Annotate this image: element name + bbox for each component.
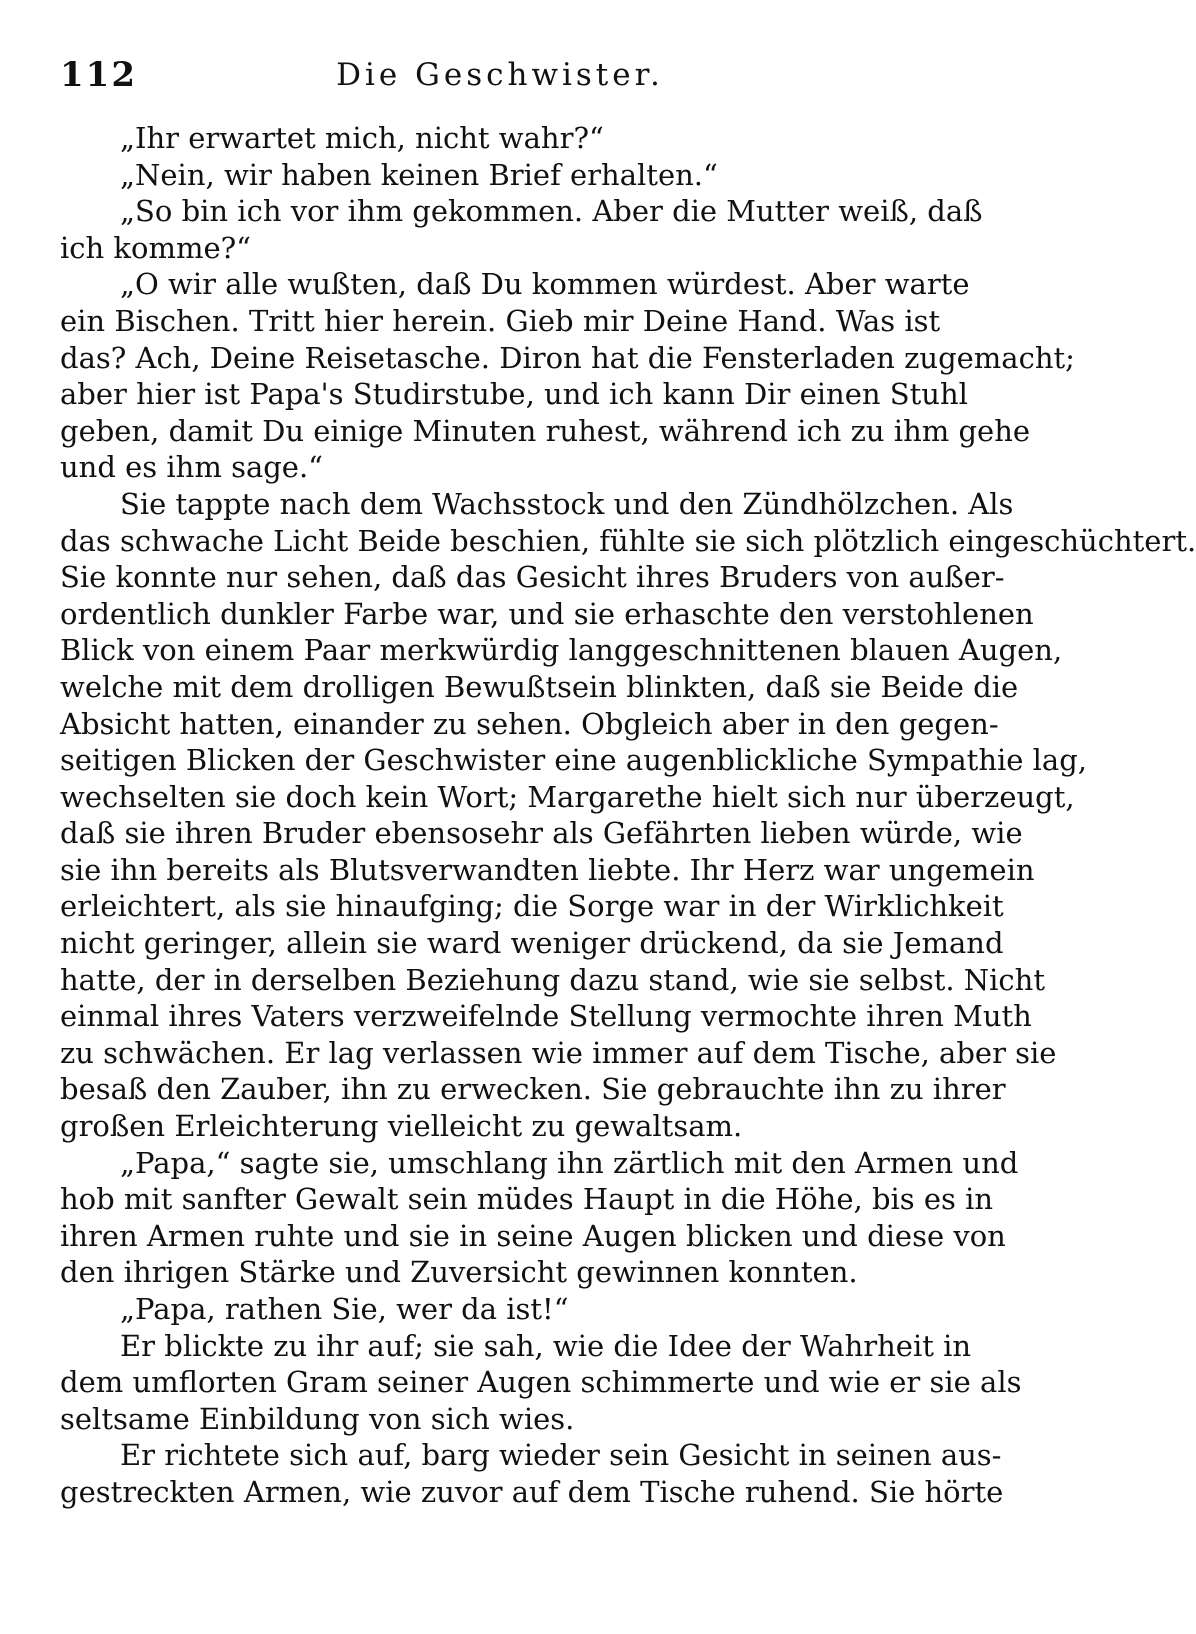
- text-line: ordentlich dunkler Farbe war, und sie erhaschte den verstohlenen: [60, 596, 1034, 631]
- text-line: ein Bischen. Tritt hier herein. Gieb mir Deine Hand. Was ist: [60, 303, 941, 338]
- text-line: Er richtete sich auf, barg wieder sein Gesicht in seinen aus-: [120, 1438, 1002, 1473]
- text-line: großen Erleichterung vielleicht zu gewaltsam.: [60, 1109, 743, 1144]
- text-line: einmal ihres Vaters verzweifelnde Stellung vermochte ihren Muth: [60, 999, 1032, 1034]
- text-line: seltsame Einbildung von sich wies.: [60, 1401, 575, 1436]
- text-line: sie ihn bereits als Blutsverwandten liebte. Ihr Herz war ungemein: [60, 852, 1035, 887]
- running-title: Die Geschwister.: [336, 57, 664, 93]
- paragraph: [60, 120, 940, 157]
- paragraph: [60, 1145, 1019, 1291]
- text-line: Sie tappte nach dem Wachsstock und den Zündhölzchen. Als: [120, 486, 1014, 521]
- page-header: [60, 55, 940, 107]
- text-line: wechselten sie doch kein Wort; Margarethe hielt sich nur überzeugt,: [60, 779, 1075, 814]
- text-line: daß sie ihren Bruder ebensosehr als Gefährten lieben würde, wie: [60, 816, 1023, 851]
- paragraph: [60, 1437, 1004, 1510]
- text-line: „Ihr erwartet mich, nicht wahr?“: [120, 121, 604, 155]
- text-line: seitigen Blicken der Geschwister eine augenblickliche Sympathie lag,: [60, 743, 1087, 778]
- text-line: „Papa,“ sagte sie, umschlang ihn zärtlich mit den Armen und: [120, 1145, 1019, 1180]
- paragraph: [60, 157, 940, 194]
- paragraph: [60, 1291, 940, 1328]
- text-line: „Papa, rathen Sie, wer da ist!“: [120, 1292, 569, 1326]
- page-number: 112: [60, 55, 137, 95]
- text-line: besaß den Zauber, ihn zu erwecken. Sie gebrauchte ihn zu ihrer: [60, 1072, 1006, 1107]
- text-line: und es ihm sage.“: [60, 450, 324, 485]
- text-line: ich komme?“: [60, 230, 251, 265]
- paragraph: [60, 1328, 1022, 1438]
- text-line: das? Ach, Deine Reisetasche. Diron hat die Fensterladen zugemacht;: [60, 340, 1075, 375]
- text-line: den ihrigen Stärke und Zuversicht gewinnen konnten.: [60, 1255, 858, 1290]
- text-line: Absicht hatten, einander zu sehen. Obgleich aber in den gegen-: [60, 706, 999, 741]
- text-line: „So bin ich vor ihm gekommen. Aber die Mutter weiß, daß: [120, 194, 983, 229]
- text-line: dem umflorten Gram seiner Augen schimmerte und wie er sie als: [60, 1365, 1022, 1400]
- text-line: geben, damit Du einige Minuten ruhest, während ich zu ihm gehe: [60, 413, 1031, 448]
- paragraph: [60, 486, 1196, 1145]
- text-line: Blick von einem Paar merkwürdig langgeschnittenen blauen Augen,: [60, 633, 1063, 668]
- text-line: „O wir alle wußten, daß Du kommen würdest. Aber warte: [120, 267, 970, 302]
- text-line: gestreckten Armen, wie zuvor auf dem Tische ruhend. Sie hörte: [60, 1474, 1004, 1509]
- text-line: aber hier ist Papa's Studirstube, und ich kann Dir einen Stuhl: [60, 377, 968, 412]
- text-line: nicht geringer, allein sie ward weniger drückend, da sie Jemand: [60, 926, 1004, 961]
- text-line: Er blickte zu ihr auf; sie sah, wie die Idee der Wahrheit in: [120, 1328, 972, 1363]
- text-line: hatte, der in derselben Beziehung dazu stand, wie sie selbst. Nicht: [60, 962, 1046, 997]
- paragraph: [60, 266, 1075, 486]
- text-line: hob mit sanfter Gewalt sein müdes Haupt in die Höhe, bis es in: [60, 1182, 994, 1217]
- text-line: zu schwächen. Er lag verlassen wie immer auf dem Tische, aber sie: [60, 1035, 1057, 1070]
- text-line: „Nein, wir haben keinen Brief erhalten.“: [120, 157, 718, 192]
- text-line: Sie konnte nur sehen, daß das Gesicht ihres Bruders von außer-: [60, 560, 1005, 595]
- paragraph: [60, 193, 983, 266]
- text-line: erleichtert, als sie hinaufging; die Sorge war in der Wirklichkeit: [60, 889, 1004, 924]
- text-line: welche mit dem drolligen Bewußtsein blinkten, daß sie Beide die: [60, 669, 1019, 704]
- text-line: ihren Armen ruhte und sie in seine Augen blicken und diese von: [60, 1218, 1006, 1253]
- text-line: das schwache Licht Beide beschien, fühlte sie sich plötzlich eingeschüchtert.: [60, 523, 1196, 558]
- body-text: [60, 120, 1196, 1511]
